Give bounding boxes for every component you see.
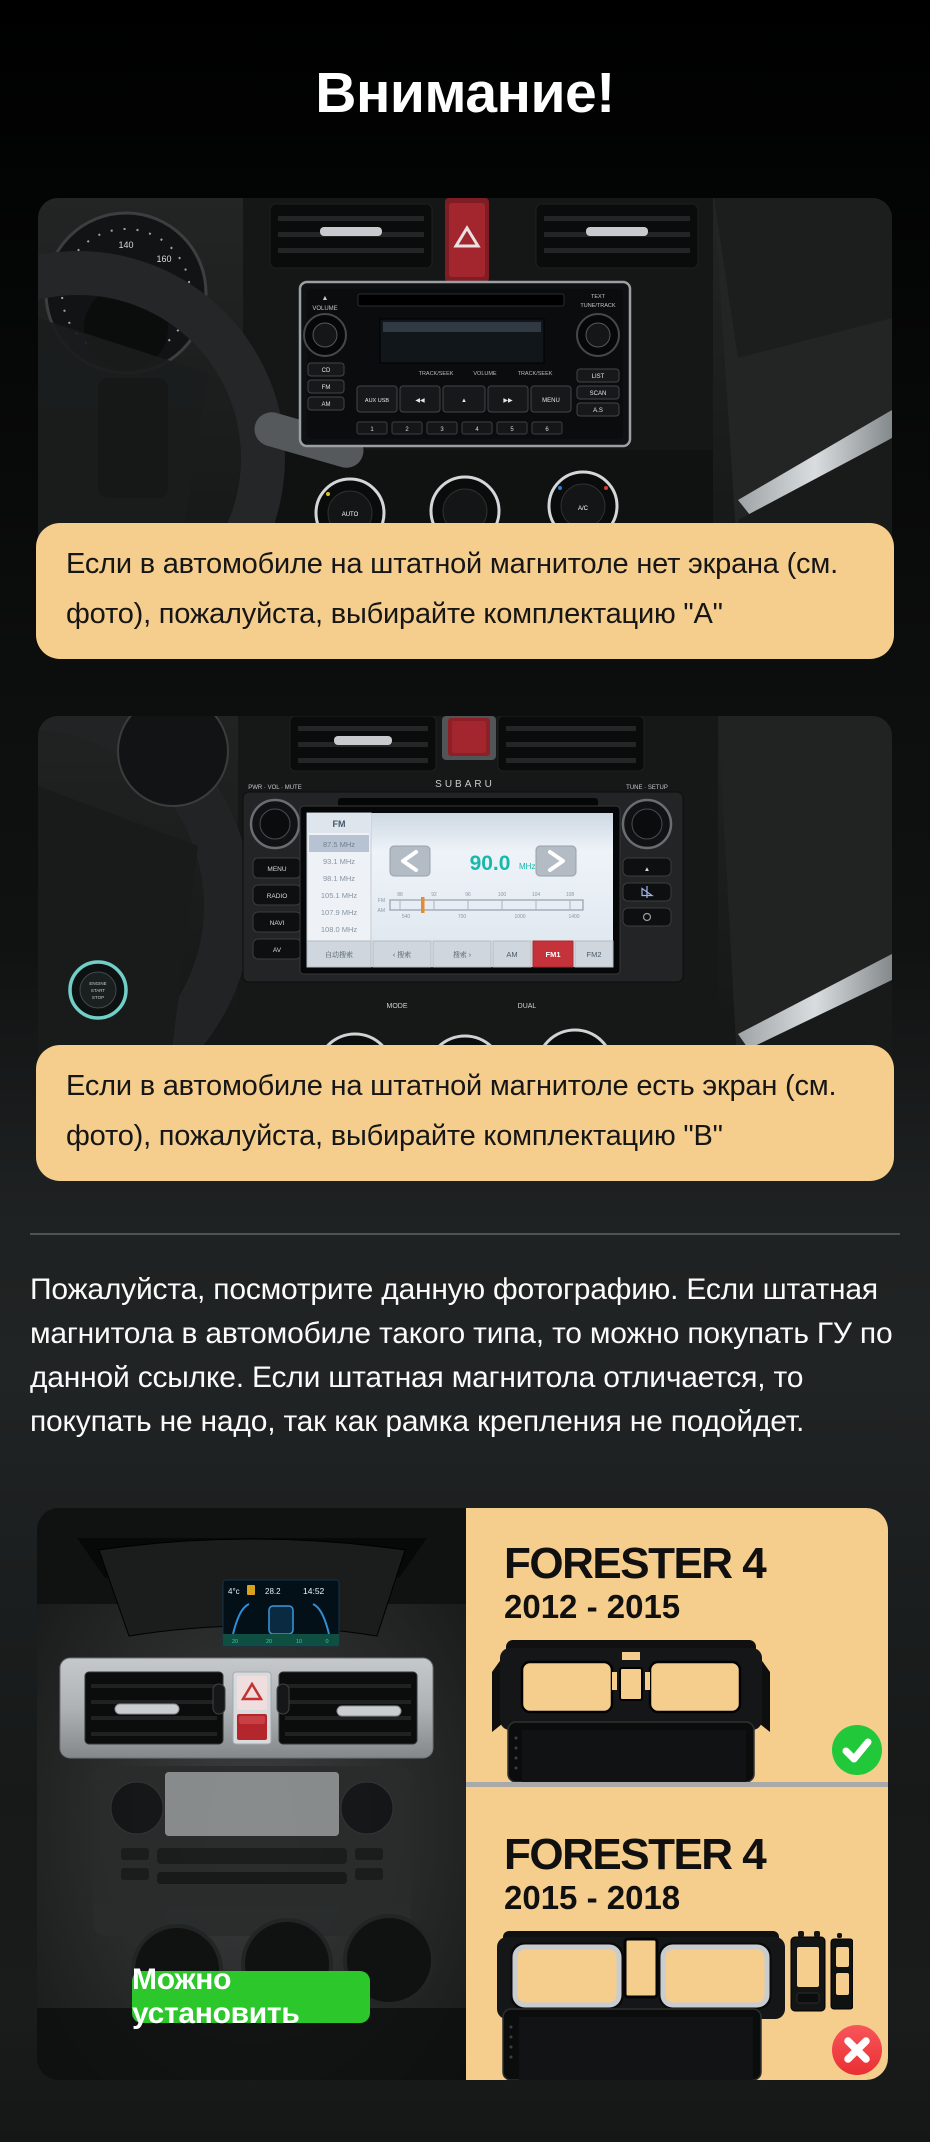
- fm2-screen-button: FM2: [586, 950, 602, 959]
- current-frequency: 90.0: [469, 852, 511, 875]
- cd-slot: [358, 294, 564, 306]
- ac-label: A/C: [577, 506, 589, 512]
- search-down-button: ‹ 搜索: [392, 952, 412, 959]
- right-side-buttons: [577, 369, 619, 416]
- card-forester-2015-2018: [466, 1787, 888, 2080]
- eject-bluetooth-buttons: [623, 858, 671, 926]
- can-install-label: Можно установить: [132, 1963, 300, 2030]
- check-icon: [832, 1725, 882, 1775]
- list-button-label: LIST: [591, 374, 605, 380]
- preset-4: 4: [475, 427, 479, 433]
- hazard-button-2: [442, 716, 496, 760]
- left-vent-handle: [115, 1704, 179, 1714]
- right-vent-opening: [650, 1662, 740, 1712]
- search-up-button: 搜索 ›: [452, 952, 472, 959]
- caption-kit-a: [36, 523, 894, 659]
- dash-trim-2: [718, 716, 892, 1080]
- eject-icon-2: ▲: [643, 866, 651, 873]
- scale-fm: FM: [377, 898, 385, 904]
- frame-2012-2015: [492, 1638, 770, 1782]
- dual-label: DUAL: [517, 1003, 537, 1010]
- engine-label: ENGINE: [89, 981, 107, 986]
- fm-button-label: FM: [321, 385, 331, 391]
- freq-5: 107.9 MHz: [320, 908, 358, 917]
- can-install-badge: [132, 1963, 370, 2030]
- right-vent: [536, 204, 698, 268]
- cross-icon: [832, 2025, 882, 2075]
- card1-years: 2012 - 2015: [504, 1588, 681, 1625]
- seek-down-button: [390, 846, 430, 876]
- right-vent-2: [498, 716, 644, 771]
- photo-dashboard-top: [37, 1508, 466, 2080]
- as-button-label: A.S: [593, 408, 603, 414]
- scale-700: 700: [457, 914, 467, 920]
- card-forester-2012-2015: [466, 1508, 888, 1782]
- mode-label: MODE: [386, 1003, 408, 1010]
- clock-readout: 14:52: [303, 1586, 325, 1596]
- card2-years: 2015 - 2018: [504, 1879, 681, 1916]
- fm1-screen-button: FM1: [545, 950, 561, 959]
- preset-2: 2: [405, 427, 409, 433]
- left-toggle: [213, 1684, 225, 1714]
- incompatible-badge: [832, 2025, 882, 2075]
- left-vent-opening: [522, 1662, 612, 1712]
- am-button-label: AM: [321, 402, 331, 408]
- preset-6: 6: [545, 427, 549, 433]
- vent-panel: [60, 1658, 433, 1758]
- section-divider: [30, 1233, 900, 1235]
- scale-88: 88: [397, 892, 403, 898]
- temp-readout: 4°c: [228, 1587, 240, 1596]
- multifunction-display: [223, 1580, 339, 1646]
- center-bracket-opening: [620, 1668, 642, 1700]
- label-volume: VOLUME: [473, 371, 497, 377]
- fuel-readout: 28.2: [265, 1587, 281, 1596]
- preset-3: 3: [440, 427, 444, 433]
- tuner-needle: [421, 897, 425, 913]
- scale-10: 10: [295, 1639, 303, 1645]
- card2-title: FORESTER 4: [504, 1830, 766, 1879]
- left-vent: [270, 204, 432, 268]
- stop-label: STOP: [91, 995, 105, 1000]
- warning-icon: [247, 1585, 255, 1595]
- right-toggle: [277, 1684, 289, 1714]
- scale-am: AM: [377, 908, 385, 914]
- freq-6: 108.0 MHz: [320, 925, 358, 934]
- dash-trim: [714, 198, 892, 565]
- label-track-seek-right: TRACK/SEEK: [517, 371, 553, 377]
- scale-1400: 1400: [568, 914, 580, 920]
- screen-bottom-buttons: [307, 941, 613, 967]
- source-buttons: [308, 363, 344, 410]
- gauge-140: 140: [118, 240, 134, 250]
- scale-108: 108: [565, 892, 575, 898]
- display-scale-strip: [223, 1634, 339, 1646]
- next-track-icon: ▶▶: [503, 398, 513, 404]
- caption-kit-b: [36, 1045, 894, 1181]
- left-vent-2: [290, 716, 436, 771]
- scale-92: 92: [431, 892, 437, 898]
- volume-knob-label-2: PWR · VOL · MUTE: [248, 785, 302, 791]
- touch-head-unit: [243, 785, 683, 982]
- menu-button-2: MENU: [267, 866, 287, 873]
- prev-track-icon: ◀◀: [415, 398, 425, 404]
- scan-button-label: SCAN: [589, 391, 607, 397]
- left-vent-opening-chrome: [515, 1947, 619, 2005]
- scale-540: 540: [401, 914, 411, 920]
- tune-knob-label-2: TUNE · SETUP: [626, 785, 668, 791]
- hazard-button-3: [233, 1672, 271, 1744]
- preset-5: 5: [510, 427, 514, 433]
- current-frequency-unit: MHz: [519, 862, 536, 871]
- car-graphic: [269, 1606, 293, 1634]
- seek-up-button: [536, 846, 576, 876]
- start-label: START: [90, 988, 106, 993]
- freq-1: 87.5 MHz: [322, 840, 356, 849]
- gauge-120: 120: [80, 252, 96, 262]
- compatibility-block: [37, 1508, 888, 2080]
- up-arrow-icon: ▲: [461, 398, 467, 404]
- gauge-160: 160: [156, 254, 172, 264]
- volume-knob-label: VOLUME: [312, 306, 338, 312]
- am-screen-button: AM: [506, 950, 518, 959]
- freq-4: 105.1 MHz: [320, 891, 358, 900]
- card1-title: FORESTER 4: [504, 1539, 766, 1588]
- scale-100: 100: [497, 892, 507, 898]
- scale-104: 104: [531, 892, 541, 898]
- page-title: Внимание!: [315, 61, 615, 125]
- cd-button-label: CD: [321, 368, 331, 374]
- radio-button-2: RADIO: [266, 893, 288, 900]
- blurred-audio-unit: [93, 1766, 411, 1936]
- photo-radio-no-screen: [38, 198, 892, 565]
- caption-kit-b-text: Если в автомобиле на штатной магнитоле есть экран (см. фото), пожалуйста, выбирайте комплектацию "B": [66, 1070, 837, 1152]
- fitment-cards: [466, 1508, 888, 2080]
- scale-20a: 20: [231, 1639, 239, 1645]
- compatible-badge: [832, 1725, 882, 1775]
- touchscreen: [300, 806, 620, 974]
- right-vent-opening-chrome: [663, 1947, 767, 2005]
- caption-kit-a-text: Если в автомобиле на штатной магнитоле нет экрана (см. фото), пожалуйста, выбирайте комплектацию "A": [66, 548, 838, 630]
- label-track-seek-left: TRACK/SEEK: [418, 371, 454, 377]
- hazard-button: [445, 198, 489, 282]
- center-opening: [625, 1939, 657, 1997]
- band-label: FM: [332, 819, 346, 829]
- radio-head-unit: [300, 282, 630, 446]
- subaru-logo-text: SUBARU: [435, 779, 495, 790]
- instruction-paragraph: Пожалуйста, посмотрите данную фотографию. Если штатная магнитола в автомобиле такого типа, то можно покупать ГУ по данной ссылке. Если штатная магнитола отличается, то покупать не надо, так как рамка крепления не подойдет.: [30, 1273, 893, 1438]
- mounting-brackets: [791, 1931, 853, 2011]
- preset-1: 1: [370, 427, 374, 433]
- auto-search-button: 自动搜索: [325, 952, 353, 959]
- scale-1000: 1000: [514, 914, 526, 920]
- menu-button-label: MENU: [542, 398, 560, 404]
- av-button-2: AV: [272, 947, 282, 954]
- scale-20b: 20: [265, 1639, 273, 1645]
- scale-0: 0: [325, 1639, 329, 1645]
- freq-3: 98.1 MHz: [322, 874, 356, 883]
- scale-96: 96: [465, 892, 471, 898]
- tune-knob-label: TUNE/TRACK: [580, 303, 616, 309]
- right-vent-handle: [337, 1706, 401, 1716]
- engine-start-button: [70, 962, 126, 1018]
- auto-label: AUTO: [341, 512, 359, 518]
- freq-2: 93.1 MHz: [322, 857, 356, 866]
- aux-usb-label: AUX USB: [364, 398, 390, 404]
- text-label: TEXT: [590, 294, 606, 300]
- eject-icon: ▲: [321, 295, 329, 302]
- photo-radio-with-screen: [38, 716, 892, 1080]
- navi-button-2: NAVI: [269, 920, 285, 927]
- frame-2015-2018: [493, 1931, 853, 2080]
- transport-buttons: [357, 386, 571, 412]
